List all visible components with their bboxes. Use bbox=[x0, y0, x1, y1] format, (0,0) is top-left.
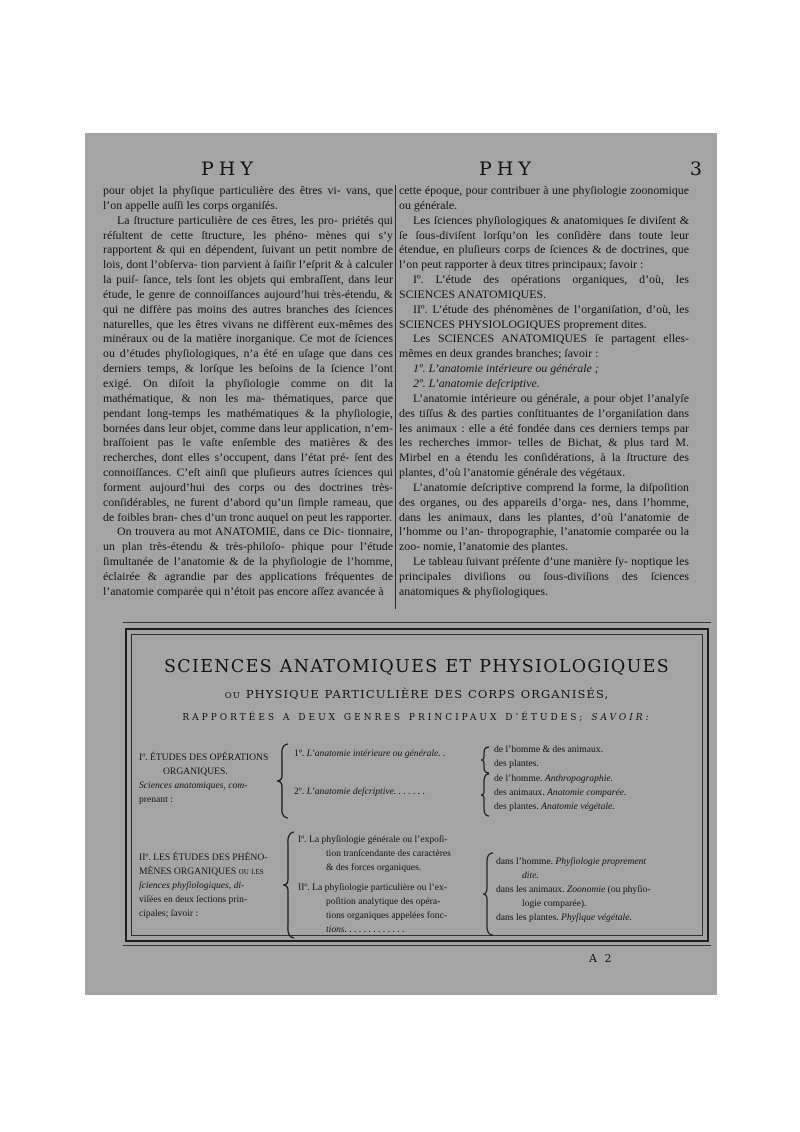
running-head-right: PHY bbox=[479, 158, 536, 180]
text-line: noptique les principales diviſions ou ſous-diviſions bbox=[399, 554, 689, 583]
text-line: comparée qui n’étoit pas encore aſſez avancée à bbox=[156, 583, 384, 598]
paragraph bbox=[103, 213, 393, 525]
brace-row1 bbox=[276, 743, 290, 819]
text-line: de l’homme & des animaux. bbox=[494, 744, 603, 755]
row2-section-2-items bbox=[496, 855, 706, 925]
text-line: pour objet la phyſique particulière des êtres vi- bbox=[103, 183, 341, 197]
text-line: 2º. L’anatomie deſcriptive. bbox=[413, 375, 540, 390]
paragraph bbox=[399, 302, 689, 332]
text-line: d’abord qu’un ſimple rameau, que de foibles bran- bbox=[103, 494, 393, 524]
text-line: des plantes. bbox=[494, 758, 539, 769]
paragraph bbox=[399, 272, 689, 302]
text-line: mathématiques & la phyſiologie, bornées dans bbox=[103, 405, 393, 435]
text-line: poſition analytique des opéra- bbox=[326, 896, 441, 907]
synoptic-table bbox=[125, 628, 709, 942]
text-line: L’anatomie intérieure ou générale, a pour objet bbox=[413, 390, 644, 405]
text-line: ſuivant un petit nombre de lois, dont l’obſerva- bbox=[103, 242, 393, 272]
text-line: ches d’un tronc auquel on peut les rapporter. bbox=[180, 509, 392, 524]
text-part: logie comparée). bbox=[522, 898, 587, 909]
text-line: l’anatomie générale des végétaux. bbox=[463, 465, 626, 480]
table-title: SCIENCES ANATOMIQUES ET PHYSIOLOGIQUES bbox=[164, 657, 670, 677]
text-line bbox=[496, 911, 706, 925]
text-line: tionnaire, un plan très-étendu & très-philoſo- bbox=[103, 524, 393, 554]
text-line: mènes qui s’y rapportent & qui en dépendent, bbox=[103, 227, 393, 257]
page-scan bbox=[85, 133, 717, 995]
text-part: Phyſique végétale. bbox=[561, 912, 632, 923]
text-line: zoonomique ou générale. bbox=[399, 183, 689, 212]
separator-rule bbox=[123, 622, 711, 623]
text-line: vans, que l’on appelle auſſi les corps organiſés. bbox=[103, 183, 393, 212]
page-number: 3 bbox=[689, 158, 707, 180]
text-line: cette époque, pour contribuer à une phyſiologie bbox=[399, 183, 627, 197]
text-line: branches des ſciences naturelles, que les êtres bbox=[103, 301, 393, 331]
text-line: autres ſciences qui forment aujourd’hui des corps bbox=[103, 465, 393, 494]
text-part: dans l’homme. bbox=[496, 856, 556, 867]
text-line: & des forces organiques. bbox=[326, 862, 422, 873]
right-column bbox=[399, 183, 689, 599]
text-line: 1º. L’anatomie intérieure ou générale ; bbox=[413, 361, 599, 376]
text-line bbox=[494, 800, 699, 814]
table-subtitle-2-savoir: SAVOIR: bbox=[591, 713, 652, 723]
text-part: Anatomie comparée. bbox=[547, 787, 627, 798]
text-part: dans les animaux. bbox=[496, 884, 567, 895]
text-line bbox=[496, 883, 706, 897]
paragraph bbox=[103, 524, 393, 598]
text-line: ſance, tels ſont les objets qui embraſſent, dans bbox=[143, 272, 370, 287]
text-line: mêmes en deux grandes branches; ſavoir : bbox=[399, 346, 599, 361]
row2-section-1 bbox=[298, 833, 490, 875]
signature-mark: A 2 bbox=[589, 952, 614, 965]
text-line: dans toute leur étendue, en pluſieurs corps de bbox=[399, 227, 689, 257]
text-line: SCIENCES ANATOMIQUES. bbox=[399, 286, 547, 301]
text-line: prenant : bbox=[139, 794, 173, 805]
paragraph bbox=[399, 213, 689, 272]
text-line: L’anatomie deſcriptive comprend la forme, la bbox=[413, 479, 636, 494]
text-line: Iº. L’étude des opérations organiques, d’où, les bbox=[413, 272, 689, 287]
text-line: Les ſciences phyſiologiques & anatomiques ſe bbox=[413, 212, 636, 227]
text-line: leur étude, le genre de connoiſſances aujourd’hui bbox=[103, 272, 393, 301]
text-line: par des applications fréquentes de l’anatomie bbox=[103, 568, 393, 598]
text-line: thropographie, l’anatomie comparée ou la zoo- bbox=[399, 524, 689, 554]
text-line: ſent des connoiſſances. C’eſt ainſi que pluſieurs bbox=[103, 450, 393, 480]
brace-branch-2 bbox=[480, 773, 490, 817]
paragraph bbox=[399, 554, 689, 599]
text-line: ORGANIQUES. bbox=[163, 766, 228, 777]
text-line: On trouvera au mot ANATOMIE, dans ce Dic- bbox=[117, 524, 345, 539]
text-part: Iº. La phyſiologie générale ou l’expoſi- bbox=[298, 834, 448, 845]
text-line: telles de Bichat, & plus tard M. Mirbel en a étendu bbox=[399, 435, 689, 465]
text-line: Sciences anatomiques, com- bbox=[139, 780, 248, 791]
table-subtitle bbox=[132, 687, 702, 701]
text-line: braſſoient pas le vaſte enſemble des matières & des bbox=[103, 435, 393, 450]
text-line: ces derniers temps, & lorſque les beſoins de la bbox=[103, 346, 393, 376]
text-line: IIº. LES ÉTUDES DES PHÉNO- bbox=[139, 852, 268, 863]
text-line: tions. . . . . . . . . . . . . bbox=[326, 924, 405, 935]
text-line: la phyſiologie de l’homme, éclairée & agrandie bbox=[103, 554, 393, 583]
text-line: vivans ne diffèrent eux-mêmes des minéraux ou bbox=[103, 316, 393, 346]
text-line bbox=[494, 772, 699, 786]
text-line: IIº. La phyſiologie particulière ou l’ex- bbox=[298, 882, 447, 893]
text-line: dans ces derniers temps par les recherches immor- bbox=[399, 420, 689, 450]
text-part: dite. bbox=[522, 870, 539, 881]
text-part: Anthropographie. bbox=[544, 773, 614, 784]
left-column bbox=[103, 183, 393, 599]
text-part: Zoonomie bbox=[566, 884, 606, 895]
paragraph bbox=[103, 183, 393, 213]
synoptic-table-inner-frame bbox=[131, 634, 703, 936]
row2-heading bbox=[139, 851, 284, 921]
text-line: ſciences phyſiologiques, di- bbox=[139, 880, 245, 891]
row2-section-2 bbox=[298, 881, 490, 937]
brace-branch-1 bbox=[480, 746, 490, 774]
paragraph bbox=[399, 183, 689, 213]
text-line: tion parvient à ſaiſir l’eſprit & à calculer la puiſ- bbox=[103, 257, 393, 287]
text-part: de l’homme. bbox=[494, 773, 545, 784]
text-line: recherches, dont elles s’occupent, dans l’état pré- bbox=[103, 450, 350, 465]
paragraph bbox=[399, 361, 689, 376]
text-line: l’analyſe des tiſſus & des parties conſtituantes de bbox=[399, 390, 689, 420]
row1-branch-2-items bbox=[494, 772, 699, 814]
row1-branch-1-items bbox=[494, 743, 694, 771]
text-part: Phyſiologie proprement bbox=[555, 856, 647, 867]
text-line: des ſciences anatomiques & phyſiologiques. bbox=[399, 568, 689, 598]
text-line: viſées en deux ſections prin- bbox=[139, 894, 248, 905]
text-line: de la matière inorganique. Ce mot de ſciences ou bbox=[103, 331, 393, 361]
text-part: (ou phyſio- bbox=[605, 884, 651, 895]
text-line bbox=[494, 786, 699, 800]
text-line bbox=[496, 869, 706, 883]
text-line: plantes, d’où l’anatomie de l’homme ou l’an- bbox=[399, 509, 689, 539]
table-subtitle-ou: OU bbox=[224, 691, 242, 701]
brace-section-2 bbox=[482, 852, 494, 936]
text-line: diviſent & ſe ſous-diviſent lorſqu’on les conſidère bbox=[399, 212, 689, 242]
text-line: ou des doctrines très-conſidérables, ne furent bbox=[103, 479, 393, 509]
running-head-left: PHY bbox=[201, 158, 258, 180]
text-line: nes, dans l’homme, dans les animaux, dans les bbox=[399, 494, 689, 524]
text-line: phique pour l’étude ſimultanée de l’anatomie & de bbox=[103, 539, 393, 569]
text-line: l’organiſation dans les animaux : elle a été fondée bbox=[399, 405, 690, 435]
text-line: comme on dit la mathématique, & non les ma- bbox=[103, 375, 393, 405]
text-line: tions organiques appelées fonc- bbox=[326, 910, 448, 921]
table-subtitle-text: PHYSIQUE PARTICULIÈRE DES CORPS ORGANISÉS, bbox=[245, 687, 610, 701]
text-line bbox=[496, 855, 706, 869]
branch-number: 1º. bbox=[294, 748, 305, 759]
text-line: ſcience l’ont exigé. On diſoit la phyſiologie bbox=[103, 361, 393, 390]
text-part: Anatomie végétale. bbox=[541, 801, 615, 812]
bottom-rule bbox=[123, 945, 711, 946]
text-line: tion tranſcendante des caractères bbox=[326, 848, 451, 859]
text-line: ſciences & de doctrines, que l’on peut rapporter bbox=[399, 242, 689, 272]
text-line: Le tableau ſuivant préſente d’une manière ſy- bbox=[413, 554, 629, 569]
text-line: d’où, les SCIENCES PHYSIOLOGIQUES proprement bbox=[399, 301, 689, 331]
text-line: La ſtructure particulière de ces êtres, les pro- bbox=[117, 212, 338, 227]
text-line: les conſidérations, à la ſtructure des plantes, d’où bbox=[399, 450, 689, 480]
text-line: très-étendu, & qui ne diffère pas moins des autres bbox=[103, 286, 393, 316]
text-line bbox=[298, 833, 490, 847]
paragraph bbox=[399, 331, 689, 361]
paragraph bbox=[399, 391, 689, 480]
text-line: Les SCIENCES ANATOMIQUES ſe partagent elles- bbox=[413, 331, 689, 346]
paragraph bbox=[399, 480, 689, 554]
branch-text: L’anatomie intérieure ou générale. . bbox=[306, 748, 446, 759]
text-line: à deux titres principaux; ſavoir : bbox=[491, 257, 644, 272]
text-line: d’études phyſiologiques, n’a été en uſage que dans bbox=[119, 346, 373, 361]
branch-text: L’anatomie deſcriptive. . . . . . . bbox=[306, 786, 426, 797]
text-part: des plantes. bbox=[494, 801, 542, 812]
text-part: des animaux. bbox=[494, 787, 548, 798]
text-line: cipales; ſavoir : bbox=[139, 908, 199, 919]
text-line: IIº. L’étude des phénomènes de l’organiſation, bbox=[413, 301, 642, 316]
text-line bbox=[496, 897, 706, 911]
text-line: leur objet, comme dans leur application, n’em- bbox=[168, 420, 393, 435]
text-line: thématiques, parce que pendant long-temps les bbox=[103, 390, 394, 420]
text-line: priétés qui réſultent de cette ſtructure, les phéno- bbox=[103, 212, 393, 242]
branch-number: 2º. bbox=[294, 786, 305, 797]
table-subtitle-2-text: RAPPORTÉES A DEUX GENRES PRINCIPAUX D’ÉTUDES; bbox=[182, 713, 586, 723]
text-part: dans les plantes. bbox=[496, 912, 562, 923]
text-line: Iº. ÉTUDES DES OPÉRATIONS bbox=[139, 752, 269, 763]
paragraph bbox=[399, 376, 689, 391]
column-rule bbox=[395, 185, 396, 609]
text-line: MÈNES ORGANIQUES ou les bbox=[139, 866, 264, 877]
text-line: dites. bbox=[621, 316, 647, 331]
row1-heading bbox=[139, 751, 279, 807]
text-line: diſpoſition des organes, ou des appareils d’orga- bbox=[399, 479, 689, 509]
text-line: nomie, l’anatomie des plantes. bbox=[423, 539, 569, 554]
brace-row2 bbox=[282, 831, 296, 939]
table-subtitle-2 bbox=[132, 713, 702, 723]
